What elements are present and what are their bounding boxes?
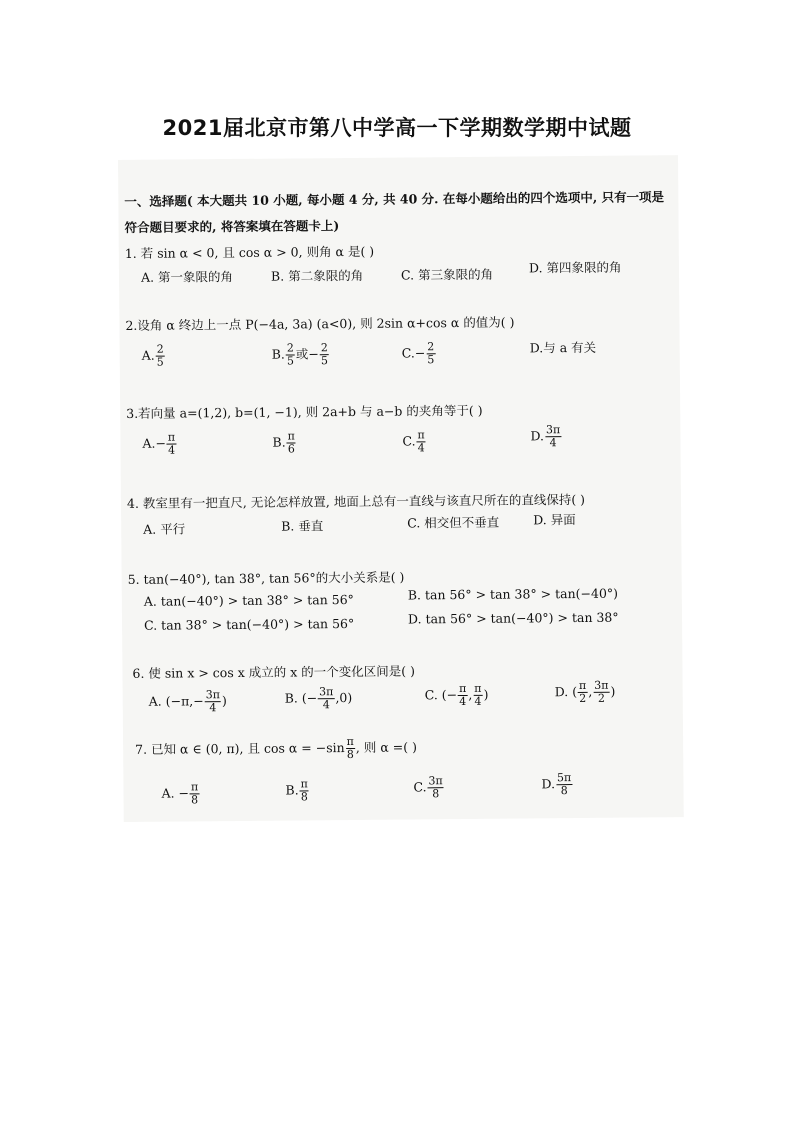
numerator: π	[300, 777, 308, 791]
fraction	[556, 772, 572, 797]
denominator: 8	[432, 787, 440, 801]
denominator: 2	[579, 691, 587, 705]
question-7-stem	[135, 735, 417, 762]
option-letter: A. −	[161, 785, 190, 801]
question-1-option-d: D. 第四象限的角	[528, 259, 622, 276]
question-2-option-d: D.与 a 有关	[529, 339, 597, 356]
numerator: 3π	[205, 688, 220, 702]
option-letter: C.	[402, 433, 416, 449]
question-4-option-d: D. 异面	[533, 512, 576, 528]
numerator: 3π	[545, 423, 561, 437]
denominator: 4	[168, 443, 176, 457]
option-letter: C.−	[401, 345, 426, 361]
question-3-stem: 3.若向量 a=(1,2), b=(1, −1), 则 2a+b 与 a−b 的夹角等于( )	[126, 402, 483, 421]
numerator: 3π	[594, 678, 609, 692]
numerator: 3π	[319, 685, 334, 699]
fraction	[458, 683, 467, 708]
fraction	[346, 736, 355, 761]
denominator: 4	[549, 436, 557, 450]
question-4-option-c: C. 相交但不垂直	[407, 514, 500, 531]
question-2-option-b	[272, 342, 330, 368]
denominator: 6	[287, 442, 295, 456]
fraction	[205, 689, 221, 714]
fraction	[318, 686, 334, 711]
fraction	[473, 683, 482, 708]
denominator: 4	[417, 441, 425, 455]
interval-close: )	[610, 683, 616, 699]
numerator: π	[346, 734, 354, 749]
option-letter: C. (−	[424, 687, 458, 703]
question-3-option-a	[142, 431, 177, 456]
question-4-stem: 4. 教室里有一把直尺, 无论怎样放置, 地面上总有一直线与该直尺所在的直线保持( )	[126, 491, 586, 511]
fraction	[427, 775, 443, 800]
question-7-option-c	[413, 775, 445, 800]
option-letter: A. (−π,−	[148, 693, 204, 709]
numerator: 2	[427, 340, 435, 354]
numerator: 2	[320, 341, 328, 355]
numerator: 5π	[556, 771, 572, 785]
option-letter: A.	[141, 347, 155, 363]
numerator: π	[417, 428, 425, 442]
option-letter: D. (	[554, 684, 578, 700]
denominator: 5	[156, 355, 164, 369]
option-letter: B. (−	[284, 690, 318, 706]
question-5-option-b: B. tan 56° > tan 38° > tan(−40°)	[407, 585, 619, 603]
fraction	[190, 781, 199, 806]
denominator: 4	[474, 694, 482, 708]
question-2-option-a	[142, 344, 166, 369]
question-1-stem: 1. 若 sin α < 0, 且 cos α > 0, 则角 α 是( )	[124, 243, 375, 261]
question-5-stem: 5. tan(−40°), tan 38°, tan 56°的大小关系是( )	[127, 569, 405, 587]
fraction	[545, 424, 561, 449]
denominator: 4	[459, 694, 467, 709]
question-1-option-b: B. 第二象限的角	[270, 267, 364, 284]
comma: ,	[468, 686, 473, 702]
stem-text: 7. 已知 α ∈ (0, π), 且 cos α = −sin	[135, 740, 345, 757]
numerator: π	[190, 780, 199, 794]
denominator: 4	[322, 698, 330, 712]
question-2-stem: 2.设角 α 终边上一点 P(−4a, 3a) (a<0), 则 2sin α+cos α 的值为( )	[125, 314, 515, 333]
denominator: 8	[346, 747, 354, 762]
numerator: 2	[286, 341, 294, 355]
interval-close: )	[483, 686, 489, 702]
option-letter: D.	[530, 428, 545, 444]
stem-text: , 则 α =( )	[355, 739, 417, 755]
denominator: 8	[191, 793, 199, 807]
denominator: 5	[427, 353, 435, 367]
fraction	[286, 342, 295, 367]
fraction	[320, 342, 329, 367]
numerator: π	[578, 678, 587, 692]
denominator: 5	[320, 354, 328, 368]
question-5-option-a: A. tan(−40°) > tan 38° > tan 56°	[143, 591, 354, 609]
section-heading-line1: 一、选择题( 本大题共 10 小题, 每小题 4 分, 共 40 分. 在每小题给出的四个选项中, 只有一项是	[124, 189, 665, 209]
numerator: 2	[156, 342, 164, 356]
section-heading-line2: 符合题目要求的, 将答案填在答题卡上)	[124, 218, 340, 235]
page-title: 2021届北京市第八中学高一下学期数学期中试题	[162, 116, 632, 140]
question-3-option-c	[402, 429, 427, 454]
option-letter: B.	[272, 434, 286, 450]
fraction	[156, 344, 165, 369]
question-6-option-a	[149, 689, 227, 715]
option-letter: B.	[271, 346, 285, 362]
denominator: 4	[209, 701, 217, 715]
question-6-option-d	[555, 680, 616, 706]
question-3-option-b	[272, 430, 297, 455]
option-letter: D.	[541, 776, 556, 792]
option-letter: A.−	[142, 435, 167, 451]
question-7-option-a	[161, 781, 200, 806]
denominator: 5	[286, 354, 294, 368]
numerator: π	[458, 681, 467, 696]
fraction	[300, 778, 309, 803]
question-6-option-b	[285, 686, 353, 712]
question-6-option-c	[425, 683, 489, 709]
question-1-option-c: C. 第三象限的角	[400, 266, 494, 283]
fraction	[426, 341, 435, 366]
comma: ,	[588, 683, 593, 699]
fraction	[416, 429, 425, 454]
option-letter: B.	[285, 782, 299, 798]
question-7-option-d	[541, 772, 573, 797]
question-5-option-c: C. tan 38° > tan(−40°) > tan 56°	[143, 615, 355, 633]
question-7-option-b	[285, 778, 310, 803]
numerator: π	[474, 681, 482, 695]
connector-text: 或−	[295, 346, 319, 362]
question-4-option-b: B. 垂直	[281, 518, 324, 534]
question-1-option-a: A. 第一象限的角	[140, 269, 234, 285]
option-letter: C.	[413, 779, 427, 795]
question-5-option-d: D. tan 56° > tan(−40°) > tan 38°	[407, 609, 619, 627]
interval-close: ,0)	[335, 689, 353, 706]
question-2-option-c	[402, 341, 437, 366]
fraction	[578, 680, 587, 705]
question-3-option-d	[530, 424, 562, 449]
interval-close: )	[221, 693, 227, 709]
numerator: π	[287, 429, 295, 443]
denominator: 8	[560, 784, 568, 798]
fraction	[593, 680, 609, 705]
numerator: π	[167, 430, 176, 444]
numerator: 3π	[428, 774, 443, 788]
denominator: 2	[597, 691, 606, 705]
question-4-option-a: A. 平行	[143, 521, 186, 537]
fraction	[287, 430, 296, 455]
scanned-exam-area	[118, 155, 684, 822]
fraction	[167, 432, 176, 457]
question-6-stem: 6. 使 sin x > cos x 成立的 x 的一个变化区间是( )	[132, 663, 415, 681]
denominator: 8	[300, 790, 308, 804]
